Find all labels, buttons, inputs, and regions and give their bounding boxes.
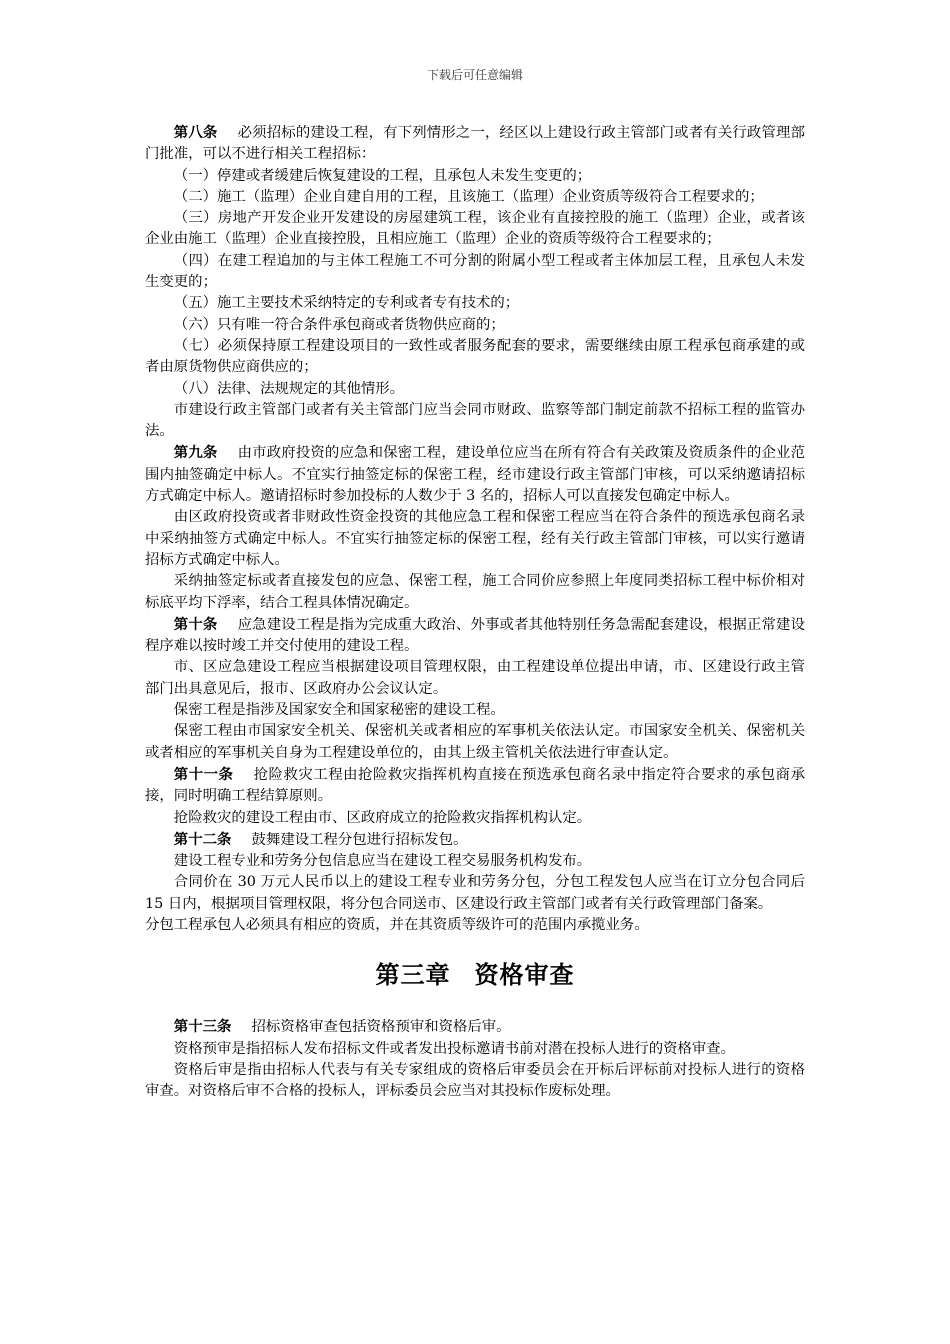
chapter-title: 资格审查 [474,961,575,990]
page-header: 下载后可任意编辑 [426,68,523,82]
article-10 [145,614,805,658]
list-item: （五）施工主要技术采纳特定的专利或者专有技术的； [173,295,520,312]
paragraph: 市、区应急建设工程应当根据建设项目管理权限，由工程建设单位提出申请，市、区建设行政主管部门出具意见后，报市、区政府办公会议认定。 [145,659,805,697]
paragraph: 资格预审是指招标人发布招标文件或者发出投标邀请书前对潜在投标人进行的资格审查。 [173,1040,736,1057]
article-number: 第九条 [173,444,218,462]
list-item: （二）施工（监理）企业自建自用的工程，且该施工（监理）企业资质等级符合工程要求的； [173,188,764,205]
paragraph: 保密工程是指涉及国家安全和国家秘密的建设工程。 [173,702,505,719]
article-text: 抢险救灾工程由抢险救灾指挥机构直接在预选承包商名录中指定符合要求的承包商承接，同时明确工程结算原则。 [145,766,805,805]
paragraph: 市建设行政主管部门或者有关主管部门应当会同市财政、监察等部门制定前款不招标工程的监管办法。 [145,401,805,440]
list-item: （一）停建或者缓建后恢复建设的工程，且承包人未发生变更的； [173,167,592,184]
list-item: （六）只有唯一符合条件承包商或者货物供应商的； [173,316,505,333]
article-11 [145,764,805,808]
article-9 [145,442,805,507]
list-item: （三）房地产开发企业开发建设的房屋建筑工程，该企业有直接控股的施工（监理）企业，或者该企业由施工（监理）企业直接控股，且相应施工（监理）企业的资质等级符合工程要求的； [145,210,805,248]
article-number: 第十二条 [173,830,232,848]
paragraph: 资格后审是指由招标人代表与有关专家组成的资格后审委员会在开标后评标前对投标人进行的资格审查。对资格后审不合格的投标人，评标委员会应当对其投标作废标处理。 [145,1061,805,1100]
article-text: 招标资格审查包括资格预审和资格后审。 [251,1019,511,1036]
paragraph: 分包工程承包人必须具有相应的资质，并在其资质等级许可的范围内承揽业务。 [145,916,649,933]
article-13 [145,1016,805,1038]
chapter-number: 第三章 [375,961,451,990]
list-item: （八）法律、法规规定的其他情形。 [173,380,405,397]
list-item: （七）必须保持原工程建设项目的一致性或者服务配套的要求，需要继续由原工程承包商承建的或者由原货物供应商供应的； [145,337,805,376]
article-number: 第十条 [173,615,218,633]
article-8 [145,122,805,166]
article-12 [145,829,805,851]
paragraph: 建设工程专业和劳务分包信息应当在建设工程交易服务机构发布。 [173,853,592,870]
chapter-heading [145,960,805,990]
document-body [145,122,805,1102]
paragraph: 由区政府投资或者非财政性资金投资的其他应急工程和保密工程应当在符合条件的预选承包商名录中采纳抽签方式确定中标人。不宜实行抽签定标的保密工程，经有关行政主管部门审核，可以实行邀请招标方式确定中标人。 [145,509,805,568]
article-text: 由市政府投资的应急和保密工程，建设单位应当在所有符合有关政策及资质条件的企业范围内抽签确定中标人。不宜实行抽签定标的保密工程，经市建设行政主管部门审核，可以采纳邀请招标方式确定中标人。邀请招标时参加投标的人数少于 3 名的，招标人可以直接发包确定中标人。 [145,445,805,505]
paragraph: 抢险救灾的建设工程由市、区政府成立的抢险救灾指挥机构认定。 [173,809,592,826]
article-text: 必须招标的建设工程，有下列情形之一，经区以上建设行政主管部门或者有关行政管理部门批准，可以不进行相关工程招标： [145,125,805,163]
list-item: （四）在建工程追加的与主体工程施工不可分割的附属小型工程或者主体加层工程，且承包人未发生变更的； [145,252,805,291]
paragraph: 保密工程由市国家安全机关、保密机关或者相应的军事机关依法认定。市国家安全机关、保密机关或者相应的军事机关自身为工程建设单位的，由其上级主管机关依法进行审查认定。 [145,723,805,761]
paragraph: 合同价在 30 万元人民币以上的建设工程专业和劳务分包，分包工程发包人应当在订立分包合同后 15 日内，根据项目管理权限，将分包合同送市、区建设行政主管部门或者有关行政管理部门备案。 [145,874,805,912]
article-text: 应急建设工程是指为完成重大政治、外事或者其他特别任务急需配套建设，根据正常建设程序难以按时竣工并交付使用的建设工程。 [145,616,805,655]
article-text: 鼓舞建设工程分包进行招标发包。 [251,831,468,848]
article-number: 第八条 [173,124,218,141]
paragraph: 采纳抽签定标或者直接发包的应急、保密工程，施工合同价应参照上年度同类招标工程中标价相对标底平均下浮率，结合工程具体情况确定。 [145,573,805,611]
article-number: 第十三条 [173,1018,232,1036]
article-number: 第十一条 [173,765,234,783]
